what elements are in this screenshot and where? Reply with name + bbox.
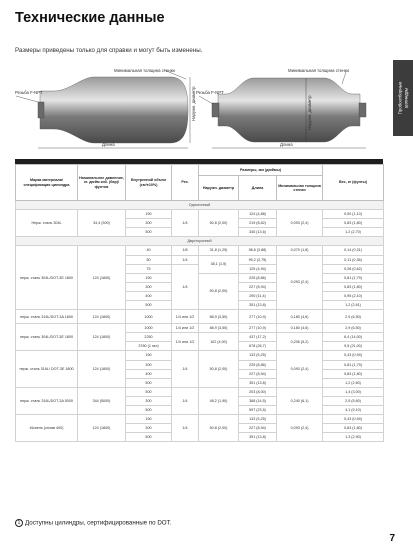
cell-weight: 2,5 (5,60) [323, 396, 384, 405]
section-double-ended: Двусторонний [16, 237, 384, 246]
cell-length: 225 (8,86) [239, 360, 277, 369]
header-volume: Внутренний объем (см³±10%) [126, 165, 172, 201]
cell-weight: 1,4 (3,00) [323, 387, 384, 396]
double-ended-cylinder-diagram [196, 58, 381, 152]
cell-thread: 1/4 или 1/2 [172, 324, 199, 333]
cell-od: 88,9 (3,50) [199, 324, 239, 333]
cell-weight: 9,5 (21,00) [323, 342, 384, 351]
cell-pressure: 124 (1800) [78, 324, 126, 351]
cell-od: 50,8 (2,00) [199, 210, 239, 237]
cell-od: 31,8 (1,25) [199, 246, 239, 255]
cell-length: 351 (13,8) [239, 301, 277, 310]
page-subtitle: Размеры приведены только для справки и могут быть изменены. [15, 47, 203, 54]
cell-length: 133 (5,25) [239, 351, 277, 360]
cell-od: 88,9 (3,50) [199, 310, 239, 324]
cell-material: Монель (сплав 400) [16, 415, 78, 442]
header-dimensions: Размеры, мм (дюймы) [199, 165, 323, 176]
cell-thread: 1/4 [172, 415, 199, 442]
cell-weight: 1,3 (2,90) [323, 433, 384, 442]
cell-volume: 75 [126, 264, 172, 273]
diagram-right-diameter-label: Наружн. диаметр [307, 95, 312, 130]
cell-length: 227 (8,94) [239, 369, 277, 378]
cell-wall: 0,070 (1,8) [277, 246, 323, 255]
cell-weight: 1,2 (2,70) [323, 228, 384, 237]
cell-pressure: 124 (1800) [78, 246, 126, 310]
page-title: Технические данные [15, 10, 165, 26]
cell-volume: 300 [126, 360, 172, 369]
cell-material: нерж. сталь 316L/DOT-3A 1800 [16, 310, 78, 324]
cell-thread: 1/4 или 1/2 [172, 333, 199, 351]
cell-volume: 3780 (1 гал) [126, 342, 172, 351]
footnote-text: Доступны цилиндры, сертифицированные по DOT. [25, 519, 172, 527]
table-row [16, 246, 384, 255]
diagram-left-wall-label: Минимальная толщина стенки [114, 68, 175, 73]
cell-volume: 150 [126, 415, 172, 424]
cell-od: 50,8 (2,00) [199, 351, 239, 387]
cell-length: 351 (13,8) [239, 378, 277, 387]
cell-weight: 0,83 (1,80) [323, 219, 384, 228]
diagram-right-wall-label: Минимальная толщина стенки [288, 68, 349, 73]
diagram-right-thread-label: Резьба F-NPT [196, 90, 224, 95]
cell-weight: 0,50 (1,10) [323, 210, 384, 219]
header-od: Наружн. диаметр [199, 176, 239, 201]
cell-od: 50,8 (2,00) [199, 415, 239, 442]
footnote-marker: 1 [15, 519, 23, 527]
cell-thread: 1/4 [172, 351, 199, 387]
cell-volume: 300 [126, 424, 172, 433]
cell-weight: 0,81 (1,79) [323, 273, 384, 282]
cell-od: 38,1 (1,5) [199, 255, 239, 273]
cell-length: 290 (11,4) [239, 291, 277, 300]
cell-length: 351 (13,8) [239, 433, 277, 442]
cell-thread: 1/4 [172, 255, 199, 264]
header-wall: Минимальная толщина стенки [277, 176, 323, 201]
cell-od: 102 (4,00) [199, 333, 239, 351]
cell-length: 95,2 (3,75) [239, 255, 277, 264]
spec-table-grid [15, 164, 384, 442]
cell-volume: 500 [126, 387, 172, 396]
cell-thread: 1/4 [172, 264, 199, 309]
cell-length: 345 (13,6) [239, 228, 277, 237]
cell-length: 133 (5,25) [239, 415, 277, 424]
header-thread: Рез. [172, 165, 199, 201]
cell-weight: 2,9 (6,50) [323, 310, 384, 324]
cell-thread: 1/4 [172, 210, 199, 237]
cell-length: 437 (17,2) [239, 333, 277, 342]
diagram-left-diameter-label: Наружн. диаметр [191, 86, 196, 121]
cell-weight: 0,83 (1,80) [323, 369, 384, 378]
cell-length: 225 (8,86) [239, 273, 277, 282]
diagram-left-length-label: Длина [102, 142, 115, 147]
cell-material: нерж. сталь 304L/DOT-3E 1800 [16, 324, 78, 351]
footnote [15, 519, 171, 527]
cell-wall: 0,093 (2,4) [277, 255, 323, 310]
page-number: 7 [389, 533, 395, 544]
cell-od: 50,8 (2,00) [199, 273, 239, 309]
cell-wall: 0,180 (4,6) [277, 310, 323, 324]
cell-volume: 300 [126, 282, 172, 291]
single-ended-cylinder-diagram [14, 58, 199, 152]
cell-weight: 2,9 (6,50) [323, 324, 384, 333]
section-single-ended: Однотонный [16, 201, 384, 210]
cell-weight: 0,83 (1,80) [323, 282, 384, 291]
cell-wall: 0,093 (2,4) [277, 415, 323, 442]
cell-length: 678 (26,7) [239, 342, 277, 351]
cell-pressure: 124 (1800) [78, 415, 126, 442]
cell-thread: 1/8 [172, 246, 199, 255]
header-material: Марка материала/ спецификация цилиндра [16, 165, 78, 201]
header-pressure: Номинальное давление, кг. дюйм изб. (бар)/фунтов [78, 165, 126, 201]
cell-weight: 0,11 (0,38) [323, 255, 384, 264]
cell-material: Нерж. сталь 304L [16, 210, 78, 237]
cell-volume: 150 [126, 210, 172, 219]
cell-material: нерж. сталь 304L/DOT-3E 1800 [16, 246, 78, 310]
cell-pressure: 124 (1800) [78, 310, 126, 324]
cell-weight: 0,95 (2,10) [323, 291, 384, 300]
cell-length: 277 (10,9) [239, 310, 277, 324]
cell-length: 219 (8,62) [239, 219, 277, 228]
cell-pressure: 344 (5000) [78, 387, 126, 414]
cell-length: 277 (10,9) [239, 324, 277, 333]
cell-volume: 500 [126, 405, 172, 414]
table-row [16, 351, 384, 360]
cell-volume: 40 [126, 246, 172, 255]
cell-wall: 0,093 (2,4) [277, 210, 323, 237]
cell-volume: 400 [126, 291, 172, 300]
diagram-left-thread-label: Резьба F-NPT [15, 90, 43, 95]
cell-weight: 0,14 (0,31) [323, 246, 384, 255]
cell-volume: 150 [126, 351, 172, 360]
header-length: Длина [239, 176, 277, 201]
cell-wall: 0,240 (6,1) [277, 387, 323, 414]
cell-length: 368 (14,5) [239, 396, 277, 405]
cell-length: 597 (23,5) [239, 405, 277, 414]
specifications-table [15, 159, 383, 516]
cell-volume: 300 [126, 219, 172, 228]
cell-wall: 0,206 (5,2) [277, 333, 323, 351]
cell-wall: 0,093 (2,4) [277, 351, 323, 387]
cell-material: нерж. сталь 316L/DOT-3A 5000 [16, 387, 78, 414]
cell-volume: 500 [126, 378, 172, 387]
cell-length: 227 (8,94) [239, 424, 277, 433]
cell-volume: 2250 [126, 333, 172, 342]
table-row [16, 324, 384, 333]
cell-length: 125 (4,94) [239, 264, 277, 273]
cell-volume: 500 [126, 228, 172, 237]
cell-material: нерж. сталь 316L/ DOT-3E 1800 [16, 351, 78, 387]
table-row [16, 310, 384, 324]
cell-weight: 0,28 (0,62) [323, 264, 384, 273]
cell-volume: 150 [126, 273, 172, 282]
cell-weight: 0,43 (0,94) [323, 351, 384, 360]
cell-weight: 1,2 (2,60) [323, 378, 384, 387]
cell-od: 48,2 (1,90) [199, 387, 239, 414]
cell-length: 124 (4,88) [239, 210, 277, 219]
cell-volume: 1000 [126, 310, 172, 324]
cell-weight: 6,4 (14,00) [323, 333, 384, 342]
cell-length: 98,6 (3,88) [239, 246, 277, 255]
table-row [16, 210, 384, 219]
cell-weight: 4,1 (9,10) [323, 405, 384, 414]
cell-thread: 1/4 [172, 387, 199, 414]
cell-weight: 0,81 (1,79) [323, 360, 384, 369]
header-weight: Вес, кг (фунты) [323, 165, 384, 201]
cell-length: 227 (8,94) [239, 282, 277, 291]
cell-volume: 400 [126, 369, 172, 378]
cell-volume: 500 [126, 433, 172, 442]
cell-length: 203 (8,00) [239, 387, 277, 396]
cell-volume: 500 [126, 301, 172, 310]
cell-pressure: 124 (1800) [78, 351, 126, 387]
cell-weight: 0,43 (0,94) [323, 415, 384, 424]
diagram-right-length-label: Длина [280, 142, 293, 147]
section-side-tab [393, 60, 413, 136]
table-row [16, 387, 384, 396]
side-tab-label: Пробоотборные цилиндры [397, 81, 408, 115]
cell-pressure: 34,4 (500) [78, 210, 126, 237]
cell-wall: 0,180 (4,6) [277, 324, 323, 333]
cell-volume: 300 [126, 396, 172, 405]
cell-weight: 0,83 (1,80) [323, 424, 384, 433]
table-row [16, 415, 384, 424]
cell-thread: 1/4 или 1/2 [172, 310, 199, 324]
cell-volume: 1000 [126, 324, 172, 333]
cell-volume: 50 [126, 255, 172, 264]
cell-weight: 1,2 (2,61) [323, 301, 384, 310]
